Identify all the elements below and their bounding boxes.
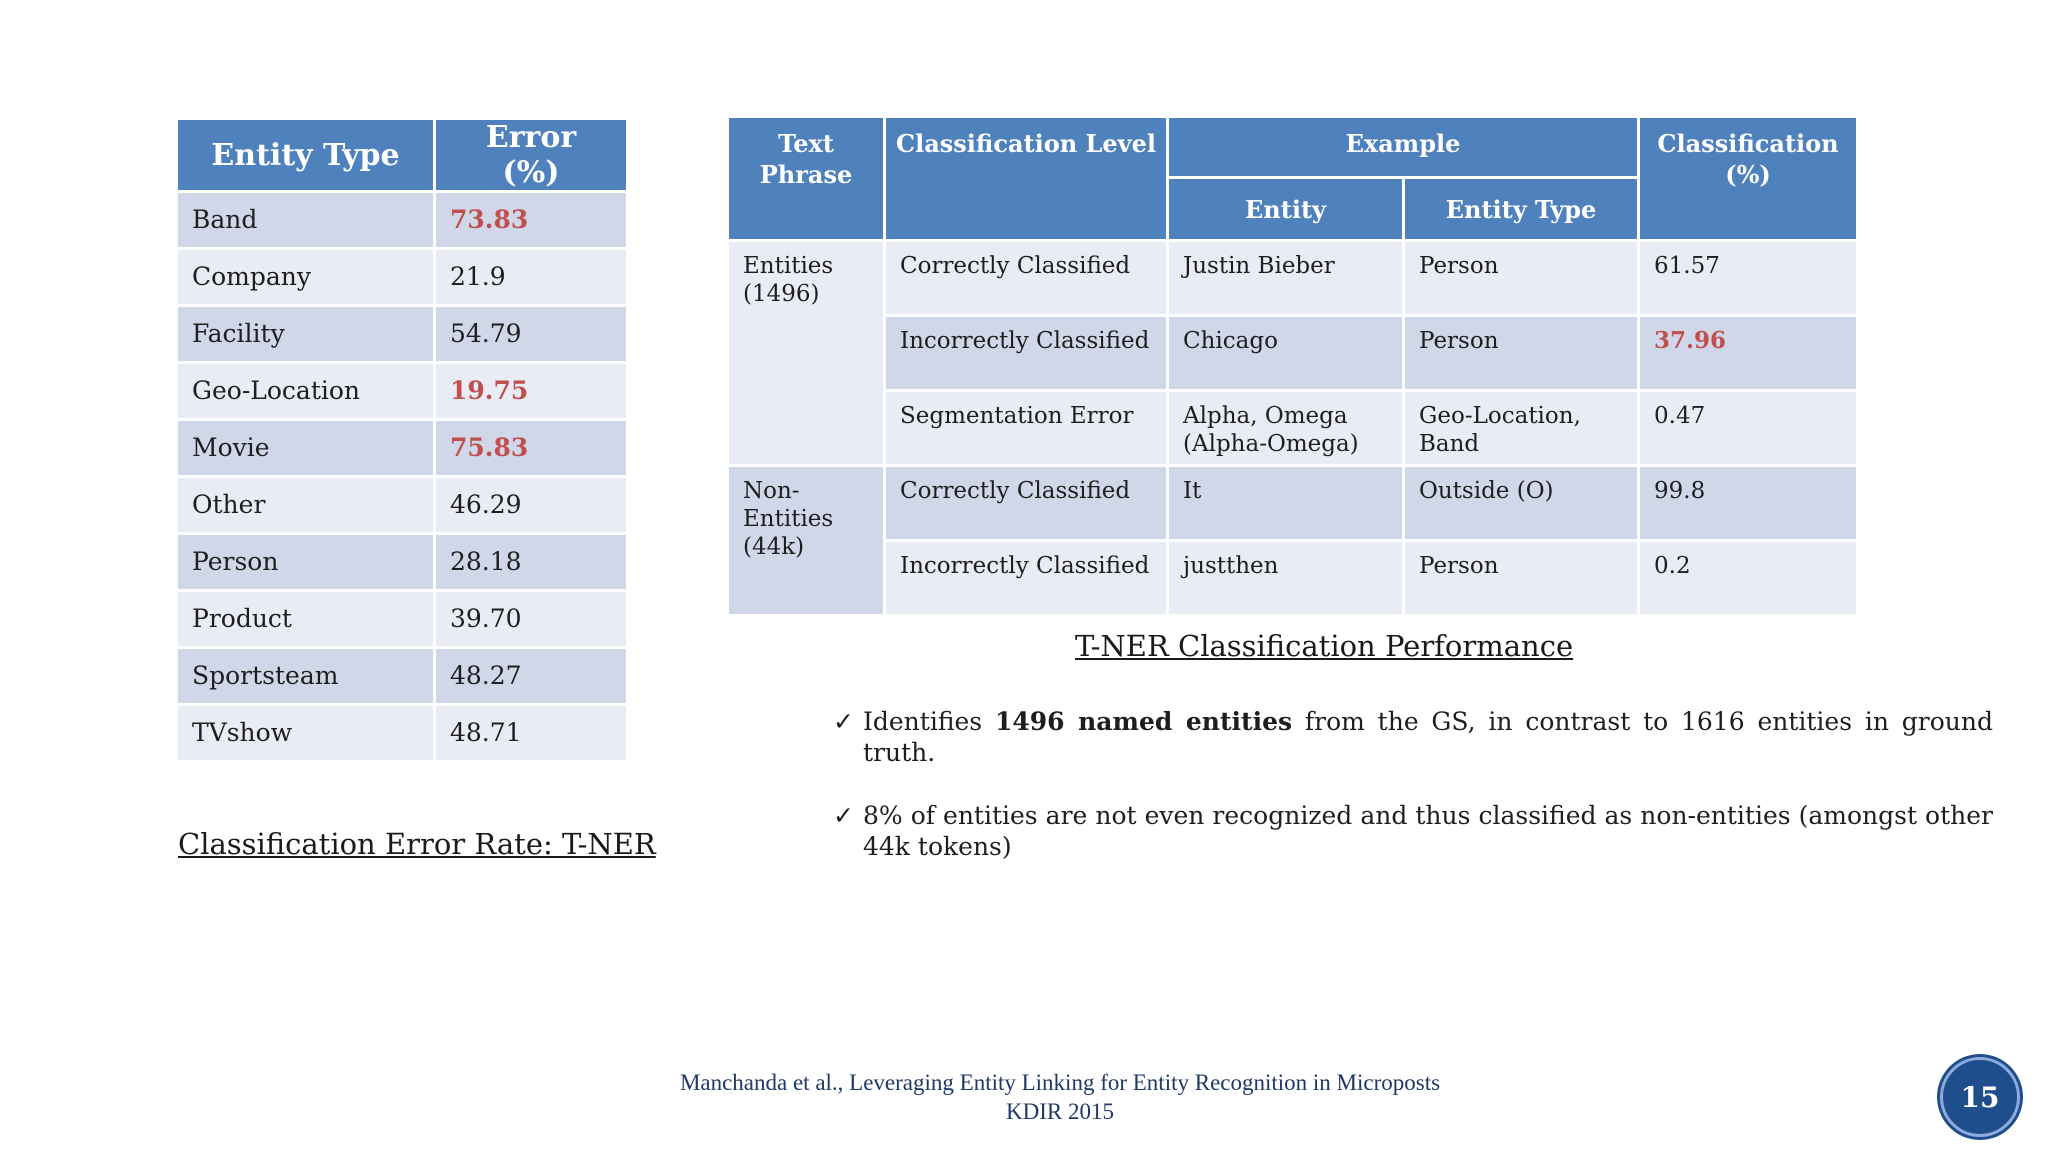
entity-cell: Alpha, Omega (Alpha-Omega): [1168, 391, 1404, 466]
pct-cell: 99.8: [1639, 466, 1858, 541]
entity-type-cell: Movie: [177, 420, 435, 477]
table-row: [728, 316, 1858, 391]
table-row: [177, 306, 628, 363]
level-cell: Incorrectly Classified: [885, 541, 1168, 616]
table-row: [177, 192, 628, 249]
level-cell: Incorrectly Classified: [885, 316, 1168, 391]
checkmark-icon: ✓: [833, 801, 854, 830]
entity-cell: Justin Bieber: [1168, 241, 1404, 316]
header-example: Example: [1168, 117, 1639, 178]
pct-cell: 61.57: [1639, 241, 1858, 316]
table-row: [177, 591, 628, 648]
error-cell: 54.79: [435, 306, 628, 363]
footer-venue: KDIR 2015: [1006, 1099, 1114, 1124]
bullet-text-post: from the GS, in contrast to 1616 entities in ground truth.: [863, 707, 1993, 767]
error-table-header-row: [177, 119, 628, 192]
error-cell: 39.70: [435, 591, 628, 648]
group-label-entities: Entities (1496): [728, 241, 885, 466]
performance-table-caption: T-NER Classification Performance: [1075, 629, 1574, 663]
table-row: [728, 541, 1858, 616]
entity-type-cell: Person: [1404, 241, 1639, 316]
perf-header-row: [728, 117, 1858, 178]
page-number: 15: [1960, 1080, 2000, 1114]
error-cell: 75.83: [435, 420, 628, 477]
classification-performance-table: [726, 115, 1859, 617]
entity-cell: It: [1168, 466, 1404, 541]
table-row: [177, 420, 628, 477]
table-row: [177, 648, 628, 705]
bullet-item: [833, 800, 1993, 862]
bullet-list: [833, 706, 1993, 894]
entity-type-cell: Other: [177, 477, 435, 534]
error-cell: 73.83: [435, 192, 628, 249]
entity-type-cell: Band: [177, 192, 435, 249]
entity-cell: Chicago: [1168, 316, 1404, 391]
table-row: [728, 391, 1858, 466]
table-row: [177, 363, 628, 420]
error-cell: 28.18: [435, 534, 628, 591]
error-cell: 21.9: [435, 249, 628, 306]
bullet-item: [833, 706, 1993, 768]
header-classification-pct: Classification (%): [1639, 117, 1858, 241]
bullet-text-bold: 1496 named entities: [994, 707, 1293, 736]
table-row: [728, 241, 1858, 316]
entity-type-cell: Person: [1404, 541, 1639, 616]
entity-type-cell: TVshow: [177, 705, 435, 762]
pct-cell: 37.96: [1639, 316, 1858, 391]
table-row: [177, 477, 628, 534]
error-table-caption: Classification Error Rate: T-NER: [178, 827, 656, 861]
level-cell: Segmentation Error: [885, 391, 1168, 466]
checkmark-icon: ✓: [833, 707, 854, 736]
error-cell: 19.75: [435, 363, 628, 420]
entity-cell: justthen: [1168, 541, 1404, 616]
level-cell: Correctly Classified: [885, 241, 1168, 316]
error-cell: 48.27: [435, 648, 628, 705]
entity-type-cell: Outside (O): [1404, 466, 1639, 541]
group-label-non-entities: Non-Entities (44k): [728, 466, 885, 616]
error-cell: 46.29: [435, 477, 628, 534]
error-cell: 48.71: [435, 705, 628, 762]
entity-type-cell: Product: [177, 591, 435, 648]
entity-type-cell: Geo-Location: [177, 363, 435, 420]
entity-type-cell: Company: [177, 249, 435, 306]
footer-citation: Manchanda et al., Leveraging Entity Linking for Entity Recognition in Microposts: [679, 1070, 1441, 1095]
entity-type-cell: Person: [1404, 316, 1639, 391]
error-rate-table: [175, 117, 629, 763]
header-entity: Entity: [1168, 178, 1404, 241]
table-row: [177, 534, 628, 591]
entity-type-cell: Sportsteam: [177, 648, 435, 705]
header-entity-type: Entity Type: [177, 119, 435, 192]
entity-type-cell: Geo-Location, Band: [1404, 391, 1639, 466]
header-entity-type-sub: Entity Type: [1404, 178, 1639, 241]
bullet-text-pre: Identifies: [863, 707, 995, 736]
entity-type-cell: Facility: [177, 306, 435, 363]
header-text-phrase: Text Phrase: [728, 117, 885, 241]
table-row: [728, 466, 1858, 541]
header-classification-level: Classification Level: [885, 117, 1168, 241]
pct-cell: 0.2: [1639, 541, 1858, 616]
table-row: [177, 249, 628, 306]
bullet-text-pre: 8% of entities are not even recognized and thus classified as non-entities (amongst other 44k tokens): [863, 801, 1993, 861]
page-number-badge: [1940, 1057, 2020, 1137]
pct-cell: 0.47: [1639, 391, 1858, 466]
entity-type-cell: Person: [177, 534, 435, 591]
header-error-pct: Error (%): [435, 119, 628, 192]
table-row: [177, 705, 628, 762]
level-cell: Correctly Classified: [885, 466, 1168, 541]
